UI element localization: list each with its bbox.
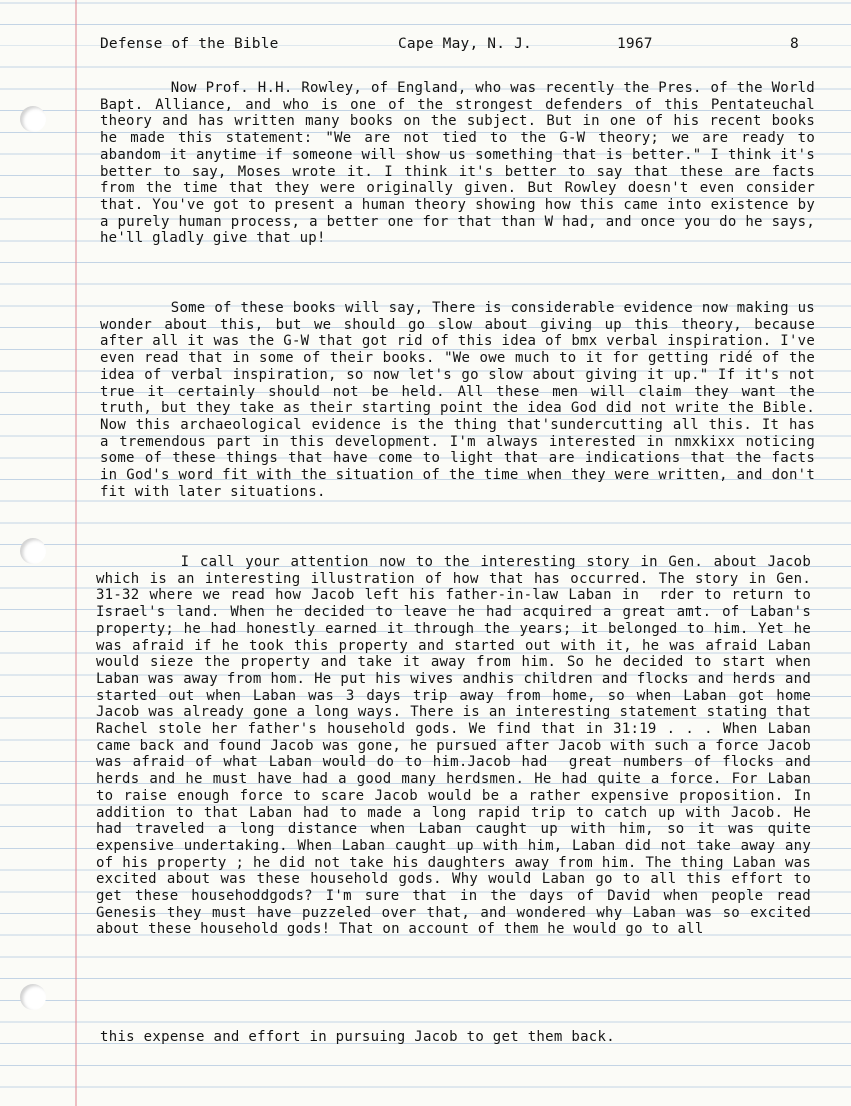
page-header	[100, 36, 810, 56]
paragraph: Some of these books will say, There is considerable evidence now making us wonder about this, but we should go slow about giving up this theory, because after all it was the G-W that got rid of this idea of bmx verbal inspiration. I've even read that in some of their books. "We owe much to it for getting ridé of the idea of verbal inspiration, so now let's go slow about giving it up." If it's not true it certainly should not be held. All these men will claim they want the truth, but they take as their starting point the idea God did not write the Bible. Now this archaeological evidence is the thing that'sundercutting all this. It has a tremendous part in this development. I'm always interested in nmxkixx noticing some of these things that have come to light that are indications that the facts in God's word fit with the situation of the time when they were written, and don't fit with later situations.	[100, 300, 824, 500]
paragraph: I call your attention now to the interesting story in Gen. about Jacob which is an interesting illustration of how that has occurred. The story in Gen. 31-32 where we read how Jacob left his father-in-law Laban in rder to return to Israel's land. When he decided to leave he had acquired a great amt. of Laban's property; he had honestly earned it through the years; it belonged to him. Yet he was afraid if he took this property and started out with it, he was afraid Laban would sieze the property and take it away from him. So he decided to start when Laban was away from hom. He put his wives andhis children and flocks and herds and started out when Laban was 3 days trip away from home, so when Laban got home Jacob was already gone a long ways. There is an interesting statement stating that Rachel stole her father's household gods. We find that in 31:19 . . . When Laban came back and found Jacob was gone, he pursued after Jacob with such a force Jacob was afraid of what Laban would do to him.Jacob had great numbers of flocks and herds and he must have had a good many herdsmen. He had quite a force. For Laban to raise enough force to scare Jacob would be a rather expensive proposition. In addition to that Laban had to made a long rapid trip to catch up with Jacob. He had traveled a long distance when Laban caught up with him, so it was quite expensive undertaking. When Laban caught up with him, Laban did not take away any of his property ; he did not take his daughters away from him. The thing Laban was excited about was these household gods. Why would Laban go to all this effort to get these househoddgods? I'm sure that in the days of David when people read Genesis they must have puzzeled over that, and wondered why Laban was so excited about these household gods! That on account of them he would go to all	[96, 554, 820, 938]
document-year: 1967	[617, 36, 653, 52]
paragraph-final-line: this expense and effort in pursuing Jacob to get them back.	[100, 1029, 615, 1045]
binder-hole	[20, 106, 46, 132]
paragraph: Now Prof. H.H. Rowley, of England, who was recently the Pres. of the World Bapt. Alliance, and who is one of the strongest defenders of this Pentateuchal theory and has written many books on the subject. But in one of his recent books he made this statement: "We are not tied to the G-W theory; we are ready to abandom it anytime if someone will show us something that is better." I think it's better to say, Moses wrote it. I think it's better to say that these are facts from the time that they were originally given. But Rowley doesn't even consider that. You've got to present a human theory showing how this came into existence by a purely human process, a better one for that than W had, and once you do he says, he'll gladly give that up!	[100, 80, 824, 247]
document-location: Cape May, N. J.	[398, 36, 532, 52]
page-number: 8	[790, 36, 799, 52]
document-title: Defense of the Bible	[100, 36, 279, 52]
binder-hole	[20, 984, 46, 1010]
binder-hole	[20, 538, 46, 564]
